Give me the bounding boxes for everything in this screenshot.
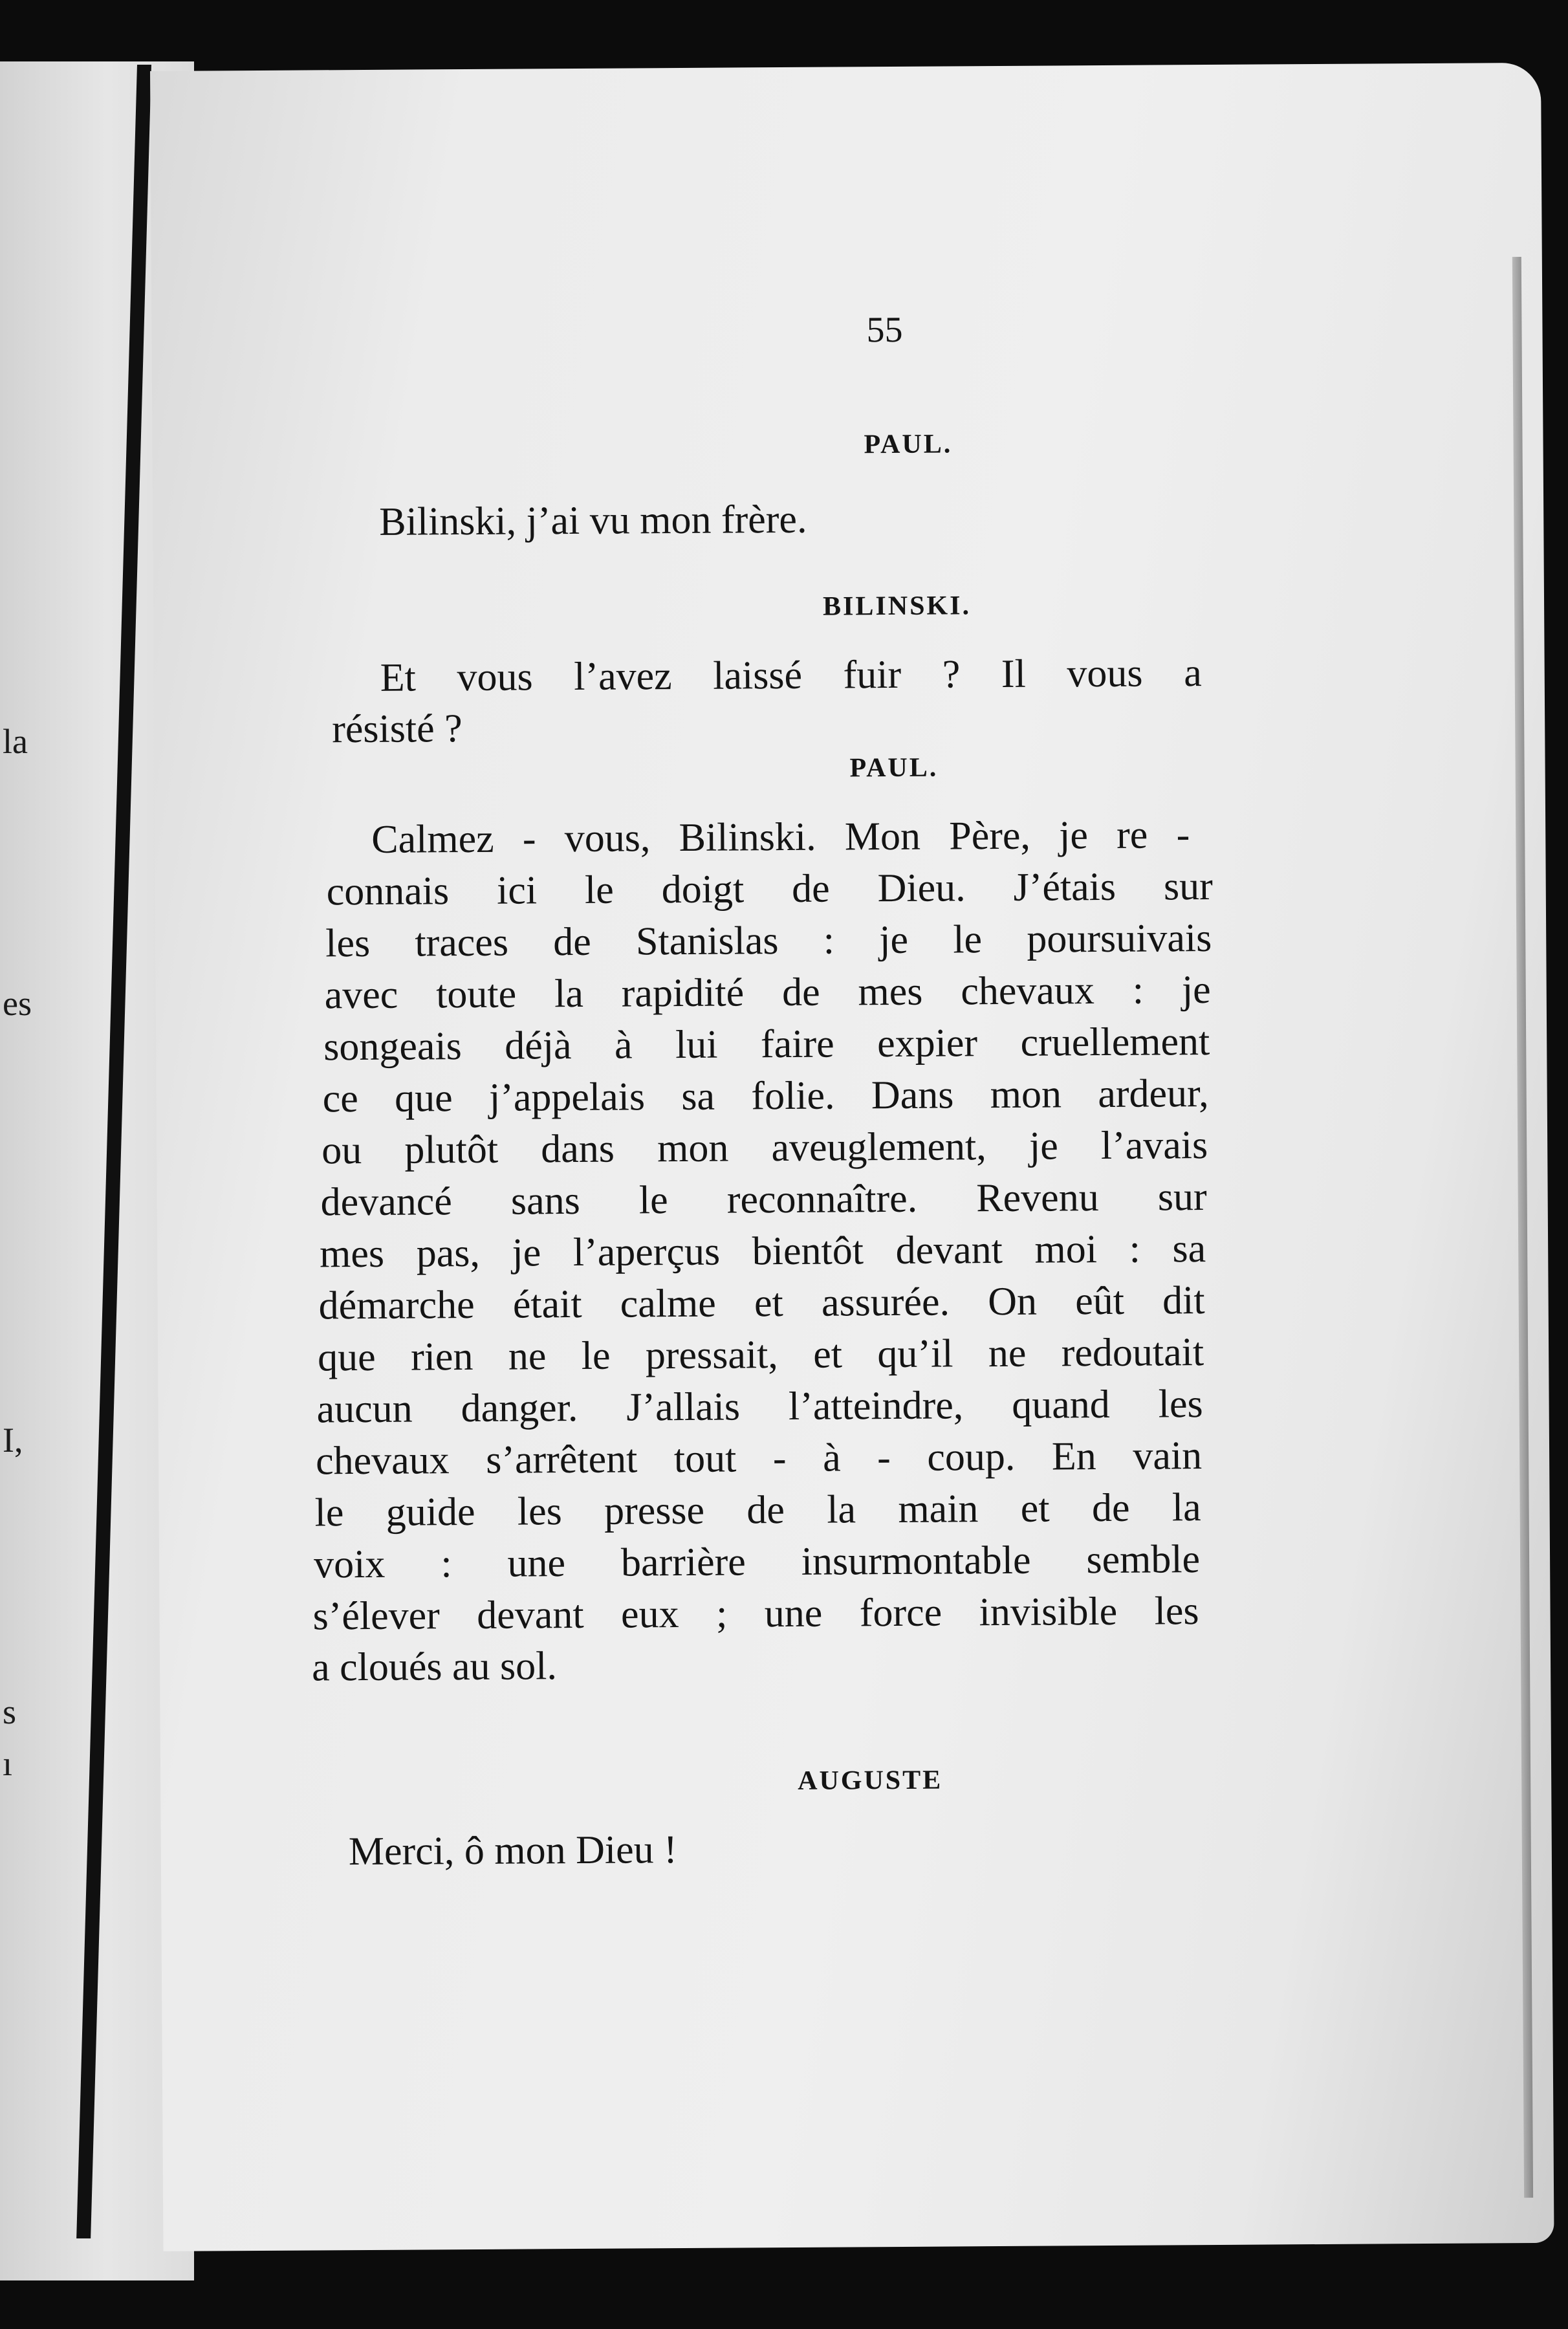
dialogue-line: que rien ne le pressait, et qu’il ne redoutait [317,1330,1204,1380]
speaker-name: AUGUSTE [798,1765,943,1796]
dialogue-line: ou plutôt dans mon aveuglement, je l’avais [321,1123,1208,1173]
dialogue-line: voix : une barrière insurmontable semble [313,1537,1201,1587]
dialogue-line: a cloués au sol. [311,1644,558,1690]
dialogue-line: songeais déjà à lui faire expier cruellement [323,1020,1210,1069]
speaker-name: PAUL. [864,429,953,460]
dialogue-line: résisté ? [332,706,463,752]
speaker-name: BILINSKI. [822,591,972,622]
left-page-fragment: es [3,984,32,1023]
page-edge-shadow [1512,257,1533,2198]
dialogue-line: devancé sans le reconnaître. Revenu sur [320,1175,1207,1225]
dialogue-line: connais ici le doigt de Dieu. J’étais sur [326,864,1213,914]
dialogue-line: mes pas, je l’aperçus bientôt devant moi : sa [319,1227,1206,1276]
left-page-fragment: s [3,1692,17,1731]
dialogue-line: Calmez - vous, Bilinski. Mon Père, je re - [371,813,1190,862]
left-page-fragment: I, [3,1421,23,1460]
dialogue-line: ce que j’appelais sa folie. Dans mon ardeur, [322,1071,1209,1121]
page-content [276,64,1344,1874]
dialogue-line: les traces de Stanislas : je le poursuivais [325,916,1212,966]
dialogue-line: démarche était calme et assurée. On eût dit [318,1278,1205,1328]
speaker-name: PAUL. [849,752,939,783]
page-number: 55 [866,309,903,351]
dialogue-line: Et vous l’avez laissé fuir ? Il vous a [380,651,1202,700]
dialogue-line: chevaux s’arrêtent tout - à - coup. En vain [315,1434,1203,1483]
dialogue-line: Merci, ô mon Dieu ! [348,1828,677,1874]
dialogue-line: avec toute la rapidité de mes chevaux : je [324,968,1211,1018]
dialogue-line: Bilinski, j’ai vu mon frère. [379,497,807,544]
left-page-fragment: la [3,722,28,761]
dialogue-line: le guide les presse de la main et de la [314,1485,1201,1535]
left-page-fragment: ı [3,1744,13,1783]
dialogue-line: s’élever devant eux ; une force invisible les [312,1589,1199,1639]
dialogue-line: aucun danger. J’allais l’atteindre, quand les [316,1382,1203,1432]
page [150,63,1554,2251]
